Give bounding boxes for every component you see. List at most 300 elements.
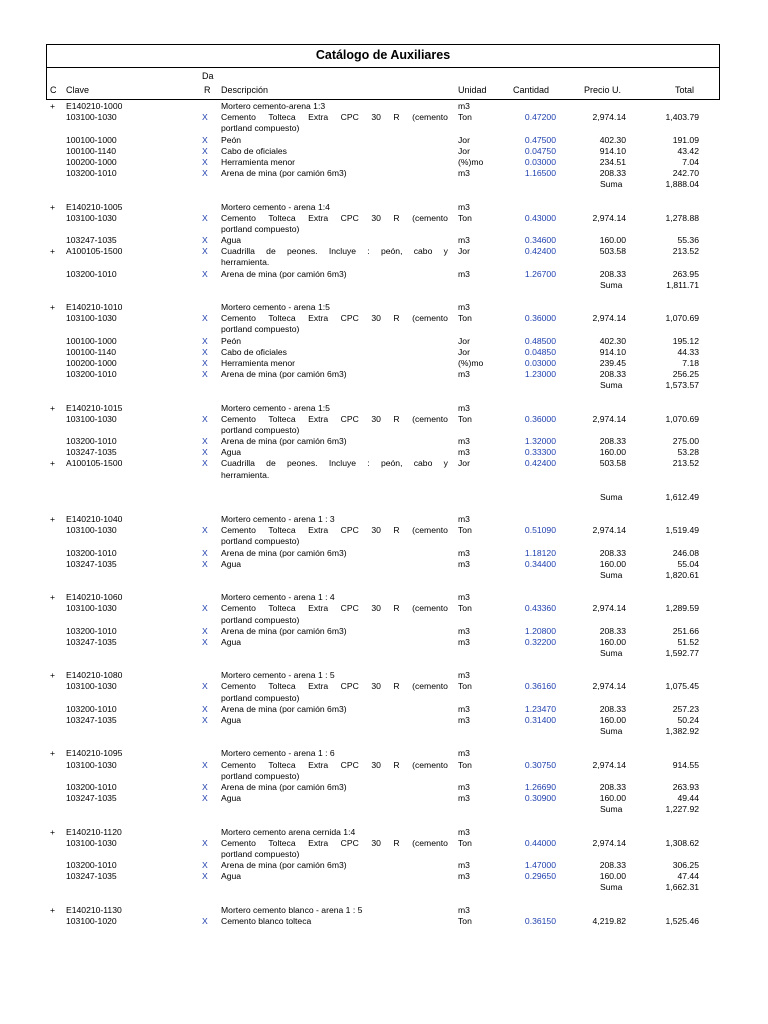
sum-row — [0, 882, 768, 893]
item-row — [0, 246, 768, 257]
item-unit: (%)mo — [458, 357, 484, 368]
item-unit-price: 2,974.14 — [592, 212, 626, 223]
item-unit: m3 — [458, 268, 470, 279]
item-unit: Jor — [458, 134, 470, 145]
expand-marker: + — [50, 201, 56, 212]
item-row — [0, 112, 768, 123]
item-flag: X — [202, 860, 208, 871]
item-description: Arena de mina (por camión 6m3) — [221, 781, 347, 792]
sum-value: 1,888.04 — [665, 179, 699, 190]
item-description: Cabo de oficiales — [221, 145, 287, 156]
item-unit: m3 — [458, 235, 470, 246]
item-quantity: 0.34600 — [524, 235, 556, 246]
item-code: 103100-1030 — [66, 112, 117, 123]
item-code: 103100-1030 — [66, 759, 117, 770]
item-row — [0, 916, 768, 927]
item-flag: X — [202, 525, 208, 536]
item-unit-price: 208.33 — [599, 860, 626, 871]
item-row-continuation — [0, 536, 768, 547]
item-flag: X — [202, 335, 208, 346]
item-code: 100100-1000 — [66, 335, 117, 346]
sum-label: Suma — [600, 648, 623, 659]
sum-value: 1,811.71 — [666, 279, 699, 290]
item-description-cont: portland compuesto) — [221, 424, 300, 435]
item-row-continuation — [0, 324, 768, 335]
item-flag: X — [202, 145, 208, 156]
item-quantity: 0.42400 — [524, 246, 556, 257]
item-total: 1,308.62 — [665, 837, 699, 848]
item-unit-price: 208.33 — [599, 547, 626, 558]
item-unit-price: 2,974.14 — [592, 759, 626, 770]
item-quantity: 0.29650 — [524, 871, 556, 882]
item-description: Agua — [221, 636, 242, 647]
item-row — [0, 146, 768, 157]
item-row — [0, 525, 768, 536]
sum-label: Suma — [600, 491, 623, 502]
spacer — [0, 291, 768, 302]
expand-marker: + — [50, 246, 56, 257]
item-unit-price: 208.33 — [599, 168, 626, 179]
item-total: 251.66 — [672, 625, 699, 636]
item-row-continuation — [0, 257, 768, 268]
item-unit-price: 239.45 — [599, 357, 626, 368]
item-row — [0, 760, 768, 771]
item-quantity: 1.23470 — [524, 703, 556, 714]
col-header-precio: Precio U. — [584, 85, 622, 95]
item-code: 100100-1140 — [66, 145, 117, 156]
item-unit: m3 — [458, 447, 470, 458]
item-code: 103247-1035 — [66, 558, 117, 569]
item-code: 103247-1035 — [66, 871, 117, 882]
item-total: 195.12 — [672, 335, 699, 346]
item-flag: X — [202, 156, 208, 167]
group-unit: m3 — [458, 514, 470, 524]
group-unit: m3 — [458, 402, 470, 413]
item-unit: Ton — [458, 759, 472, 770]
item-code: 100100-1000 — [66, 134, 117, 145]
item-description: Agua — [221, 715, 242, 725]
item-flag: X — [202, 357, 208, 368]
item-row — [0, 336, 768, 347]
item-unit: Ton — [458, 313, 472, 324]
item-unit: m3 — [458, 715, 470, 725]
item-flag: X — [202, 212, 208, 223]
item-code: 103100-1020 — [66, 915, 117, 926]
item-code: 103200-1010 — [66, 268, 117, 279]
item-quantity: 1.20800 — [524, 625, 556, 636]
item-unit: Ton — [458, 837, 472, 848]
item-unit-price: 402.30 — [599, 134, 626, 145]
item-unit: m3 — [458, 781, 470, 792]
expand-marker: + — [50, 670, 56, 681]
item-row — [0, 871, 768, 882]
item-code: 100200-1000 — [66, 357, 117, 368]
item-unit-price: 208.33 — [599, 268, 626, 279]
item-unit: Ton — [458, 603, 472, 614]
item-total: 43.42 — [677, 145, 699, 156]
sum-value: 1,573.57 — [665, 380, 699, 391]
item-row — [0, 414, 768, 425]
item-total: 275.00 — [672, 436, 699, 447]
sum-label: Suma — [600, 179, 623, 190]
item-code: 100200-1000 — [66, 156, 117, 167]
item-total: 1,278.88 — [665, 212, 699, 223]
item-description: Cemento Tolteca Extra CPC 30 R (cemento — [221, 413, 448, 424]
col-header-da-top: Da — [202, 71, 214, 81]
sum-value: 1,612.49 — [665, 491, 699, 502]
expand-marker: + — [50, 402, 56, 413]
item-total: 47.44 — [677, 871, 699, 882]
group-header-row — [0, 202, 768, 213]
item-description: Cuadrilla de peones. Incluye : peón, cabo y — [221, 458, 448, 469]
item-description-cont: portland compuesto) — [221, 848, 300, 859]
item-total: 1,075.45 — [665, 681, 699, 692]
item-description: Arena de mina (por camión 6m3) — [221, 168, 347, 179]
item-quantity: 0.42400 — [524, 458, 556, 469]
group-code: E140210-1080 — [66, 670, 123, 681]
group-header-row — [0, 302, 768, 313]
item-row — [0, 838, 768, 849]
item-quantity: 0.30750 — [524, 759, 556, 770]
item-unit: m3 — [458, 168, 470, 179]
item-description: Agua — [221, 235, 242, 246]
expand-marker: + — [50, 592, 56, 603]
item-description: Agua — [221, 558, 242, 569]
item-flag: X — [202, 625, 208, 636]
item-unit: m3 — [458, 436, 470, 447]
item-row-continuation — [0, 615, 768, 626]
item-unit-price: 208.33 — [599, 781, 626, 792]
item-code: 103100-1030 — [66, 681, 117, 692]
item-unit-price: 2,974.14 — [592, 525, 626, 536]
sum-row — [0, 280, 768, 291]
group-header-row — [0, 403, 768, 414]
item-flag: X — [202, 134, 208, 145]
sum-value: 1,227.92 — [665, 804, 699, 815]
item-unit-price: 160.00 — [599, 793, 626, 804]
item-unit: Jor — [458, 335, 470, 346]
group-description: Mortero cemento arena cernida 1:4 — [221, 826, 356, 837]
item-description-cont: portland compuesto) — [221, 123, 300, 134]
item-total: 213.52 — [672, 458, 699, 469]
col-header-cantidad: Cantidad — [513, 85, 550, 95]
item-unit: m3 — [458, 636, 470, 647]
item-flag: X — [202, 369, 208, 380]
group-code: E140210-1040 — [66, 514, 123, 524]
item-code: 103200-1010 — [66, 625, 117, 636]
item-description: Cemento Tolteca Extra CPC 30 R (cemento — [221, 112, 448, 123]
col-header-unidad: Unidad — [458, 85, 487, 95]
item-unit-price: 503.58 — [599, 458, 626, 469]
item-description: Peón — [221, 134, 242, 145]
item-description-cont: portland compuesto) — [221, 536, 300, 547]
group-code: E140210-1060 — [66, 592, 123, 603]
item-row — [0, 458, 768, 469]
item-description-cont: portland compuesto) — [221, 324, 300, 335]
item-unit: m3 — [458, 793, 470, 804]
item-quantity: 0.03000 — [524, 156, 556, 167]
item-code: 103100-1030 — [66, 313, 117, 324]
item-unit-price: 208.33 — [599, 369, 626, 380]
group-description: Mortero cemento - arena 1 : 3 — [221, 514, 335, 524]
item-flag: X — [202, 603, 208, 614]
sum-row — [0, 804, 768, 815]
group-description: Mortero cemento - arena 1:5 — [221, 402, 330, 413]
item-unit-price: 160.00 — [599, 636, 626, 647]
item-unit-price: 208.33 — [599, 436, 626, 447]
item-total: 257.23 — [672, 703, 699, 714]
col-header-descripcion: Descripción — [221, 85, 269, 95]
item-flag: X — [202, 781, 208, 792]
item-code: 103100-1030 — [66, 837, 117, 848]
item-unit: Jor — [458, 346, 470, 357]
group-code: E140210-1000 — [66, 101, 123, 111]
group-description: Mortero cemento - arena 1 : 6 — [221, 748, 335, 759]
col-header-clave: Clave — [66, 85, 90, 95]
group-description: Mortero cemento - arena 1:4 — [221, 201, 330, 212]
item-quantity: 0.30900 — [524, 793, 556, 804]
item-unit-price: 2,974.14 — [592, 681, 626, 692]
item-code: 103100-1030 — [66, 525, 117, 536]
item-unit-price: 208.33 — [599, 625, 626, 636]
item-description: Cemento Tolteca Extra CPC 30 R (cemento — [221, 212, 448, 223]
title-divider — [46, 67, 720, 68]
group-header-row — [0, 101, 768, 112]
item-unit: Jor — [458, 246, 470, 257]
item-unit: (%)mo — [458, 156, 484, 167]
item-quantity: 0.43000 — [524, 212, 556, 223]
item-description-cont: herramienta. — [221, 257, 270, 268]
item-total: 55.04 — [677, 558, 699, 569]
item-unit-price: 402.30 — [599, 335, 626, 346]
item-code: 103247-1035 — [66, 235, 117, 246]
group-description: Mortero cemento - arena 1 : 4 — [221, 592, 335, 603]
item-row — [0, 715, 768, 726]
item-unit: m3 — [458, 703, 470, 714]
item-unit-price: 2,974.14 — [592, 603, 626, 614]
item-unit-price: 2,974.14 — [592, 413, 626, 424]
sum-row — [0, 179, 768, 190]
item-quantity: 1.16500 — [524, 168, 556, 179]
group-code: E140210-1010 — [66, 302, 123, 312]
expand-marker: + — [50, 458, 56, 469]
sum-label: Suma — [600, 380, 623, 391]
item-total: 44.33 — [677, 346, 699, 357]
group-description: Mortero cemento - arena 1 : 5 — [221, 670, 335, 681]
item-quantity: 0.33300 — [524, 447, 556, 458]
item-quantity: 0.04750 — [524, 145, 556, 156]
item-description: Agua — [221, 871, 242, 882]
spacer — [0, 581, 768, 592]
item-description: Arena de mina (por camión 6m3) — [221, 625, 347, 636]
item-row — [0, 135, 768, 146]
item-description: Agua — [221, 447, 242, 458]
item-flag: X — [202, 246, 208, 257]
item-quantity: 0.31400 — [524, 715, 556, 725]
item-total: 1,525.46 — [665, 915, 699, 926]
item-description: Cemento Tolteca Extra CPC 30 R (cemento — [221, 525, 448, 536]
spacer — [0, 191, 768, 202]
item-code: 103100-1030 — [66, 212, 117, 223]
item-flag: X — [202, 871, 208, 882]
sum-row — [0, 648, 768, 659]
group-header-row — [0, 905, 768, 916]
item-total: 263.95 — [672, 268, 699, 279]
item-description-cont: portland compuesto) — [221, 223, 300, 234]
item-description: Peón — [221, 335, 242, 346]
item-unit-price: 2,974.14 — [592, 313, 626, 324]
spacer — [0, 816, 768, 827]
item-description: Cemento Tolteca Extra CPC 30 R (cemento — [221, 759, 448, 770]
item-description: Cemento blanco tolteca — [221, 915, 312, 926]
item-total: 263.93 — [672, 781, 699, 792]
item-quantity: 0.32200 — [524, 636, 556, 647]
item-unit-price: 234.51 — [599, 156, 626, 167]
item-quantity: 0.36000 — [524, 313, 556, 324]
group-unit: m3 — [458, 826, 470, 837]
item-description: Arena de mina (por camión 6m3) — [221, 547, 347, 558]
item-flag: X — [202, 268, 208, 279]
item-quantity: 1.32000 — [524, 436, 556, 447]
item-total: 256.25 — [672, 369, 699, 380]
item-row-continuation — [0, 849, 768, 860]
item-total: 191.09 — [672, 134, 699, 145]
item-description: Arena de mina (por camión 6m3) — [221, 268, 347, 279]
item-description: Cemento Tolteca Extra CPC 30 R (cemento — [221, 681, 448, 692]
item-code: 103247-1035 — [66, 715, 117, 725]
item-quantity: 0.47500 — [524, 134, 556, 145]
expand-marker: + — [50, 101, 56, 111]
item-code: 100100-1140 — [66, 346, 117, 357]
group-header-row — [0, 514, 768, 525]
item-flag: X — [202, 715, 208, 725]
item-row — [0, 603, 768, 614]
item-unit-price: 2,974.14 — [592, 112, 626, 123]
item-description-cont: portland compuesto) — [221, 770, 300, 781]
item-unit: Jor — [458, 458, 470, 469]
item-row — [0, 860, 768, 871]
item-code: 103200-1010 — [66, 436, 117, 447]
item-code: 103247-1035 — [66, 636, 117, 647]
group-header-row — [0, 748, 768, 759]
sum-row — [0, 570, 768, 581]
item-unit-price: 160.00 — [599, 558, 626, 569]
item-unit: m3 — [458, 547, 470, 558]
item-description-cont: portland compuesto) — [221, 614, 300, 625]
item-total: 51.52 — [677, 636, 699, 647]
group-header-row — [0, 827, 768, 838]
item-row — [0, 436, 768, 447]
item-total: 246.08 — [672, 547, 699, 558]
item-row — [0, 681, 768, 692]
group-code: E140210-1005 — [66, 201, 123, 212]
item-total: 55.36 — [677, 235, 699, 246]
sum-row — [0, 492, 768, 503]
item-row — [0, 358, 768, 369]
group-unit: m3 — [458, 302, 470, 312]
item-unit: m3 — [458, 625, 470, 636]
group-unit: m3 — [458, 748, 470, 759]
group-header-row — [0, 670, 768, 681]
item-unit-price: 2,974.14 — [592, 837, 626, 848]
sum-label: Suma — [600, 569, 623, 580]
item-quantity: 0.44000 — [524, 837, 556, 848]
item-flag: X — [202, 235, 208, 246]
item-description-cont: portland compuesto) — [221, 692, 300, 703]
item-total: 7.18 — [682, 357, 699, 368]
item-description: Cemento Tolteca Extra CPC 30 R (cemento — [221, 837, 448, 848]
item-flag: X — [202, 168, 208, 179]
item-row-continuation — [0, 123, 768, 134]
sum-row — [0, 726, 768, 737]
item-total: 1,289.59 — [665, 603, 699, 614]
item-unit-price: 914.10 — [599, 145, 626, 156]
item-quantity: 1.26700 — [524, 268, 556, 279]
item-quantity: 1.18120 — [524, 547, 556, 558]
item-description: Arena de mina (por camión 6m3) — [221, 703, 347, 714]
expand-marker: + — [50, 514, 56, 524]
item-code: 103100-1030 — [66, 413, 117, 424]
item-unit: m3 — [458, 369, 470, 380]
item-flag: X — [202, 346, 208, 357]
item-unit-price: 160.00 — [599, 715, 626, 725]
group-unit: m3 — [458, 201, 470, 212]
item-total: 242.70 — [672, 168, 699, 179]
item-flag: X — [202, 547, 208, 558]
item-flag: X — [202, 793, 208, 804]
item-quantity: 1.26690 — [524, 781, 556, 792]
item-row — [0, 637, 768, 648]
group-description: Mortero cemento-arena 1:3 — [221, 101, 326, 111]
item-quantity: 1.23000 — [524, 369, 556, 380]
expand-marker: + — [50, 302, 56, 312]
spacer — [0, 481, 768, 492]
item-code: 103200-1010 — [66, 547, 117, 558]
item-description: Cemento Tolteca Extra CPC 30 R (cemento — [221, 313, 448, 324]
item-flag: X — [202, 915, 208, 926]
item-unit: m3 — [458, 871, 470, 882]
item-unit-price: 160.00 — [599, 447, 626, 458]
group-unit: m3 — [458, 904, 470, 915]
item-row — [0, 447, 768, 458]
item-unit-price: 208.33 — [599, 703, 626, 714]
item-code: A100105-1500 — [66, 458, 123, 469]
item-row-continuation — [0, 224, 768, 235]
item-description: Cuadrilla de peones. Incluye : peón, cabo y — [221, 246, 448, 257]
item-description: Arena de mina (por camión 6m3) — [221, 436, 347, 447]
sum-value: 1,820.61 — [665, 569, 699, 580]
item-unit: Ton — [458, 915, 472, 926]
item-total: 53.28 — [677, 447, 699, 458]
item-flag: X — [202, 759, 208, 770]
item-flag: X — [202, 558, 208, 569]
item-row — [0, 235, 768, 246]
col-header-da-bottom: R — [204, 85, 211, 95]
group-unit: m3 — [458, 670, 470, 681]
item-unit: Ton — [458, 681, 472, 692]
item-flag: X — [202, 447, 208, 458]
spacer — [0, 659, 768, 670]
item-code: 103100-1030 — [66, 603, 117, 614]
item-unit: Ton — [458, 525, 472, 536]
item-row — [0, 782, 768, 793]
item-row — [0, 269, 768, 280]
item-row — [0, 704, 768, 715]
auxiliares-table — [0, 101, 768, 927]
item-code: 103247-1035 — [66, 447, 117, 458]
group-code: E140210-1120 — [66, 826, 122, 837]
expand-marker: + — [50, 904, 56, 915]
